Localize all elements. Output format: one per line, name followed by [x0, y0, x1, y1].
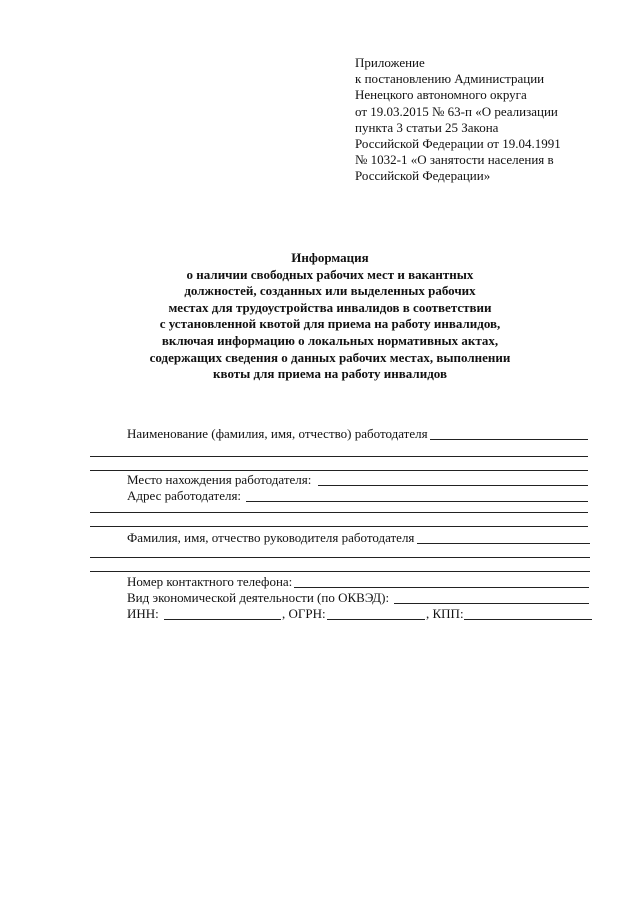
okved-label: Вид экономической деятельности (по ОКВЭД):: [127, 590, 390, 605]
title-line: квоты для приема на работу инвалидов: [213, 366, 447, 382]
title-line: включая информацию о локальных нормативных актах,: [161, 332, 499, 348]
appendix-line: № 1032-1 «О занятости населения в: [355, 152, 554, 168]
appendix-line: Ненецкого автономного округа: [355, 87, 527, 103]
title-line: содержащих сведения о данных рабочих местах, выполнении: [149, 349, 511, 365]
title-heading: Информация: [291, 250, 369, 265]
employer-name-field-line-3[interactable]: [90, 470, 588, 471]
phone-field[interactable]: [294, 587, 589, 588]
appendix-reference: [355, 55, 625, 185]
head-name-field-line-2[interactable]: [90, 557, 590, 558]
kpp-label: , КПП:: [426, 606, 464, 621]
title-line: с установленной квотой для приема на работу инвалидов,: [159, 316, 501, 332]
address-field-line-3[interactable]: [90, 526, 588, 527]
head-name-label: Фамилия, имя, отчество руководителя работодателя: [127, 530, 415, 545]
ogrn-label: , ОГРН:: [282, 606, 326, 621]
address-field-line-2[interactable]: [90, 512, 588, 513]
appendix-line: Российской Федерации»: [355, 168, 491, 184]
location-field[interactable]: [318, 485, 588, 486]
head-name-field[interactable]: [417, 543, 590, 544]
document-title: [60, 250, 600, 383]
employer-name-field[interactable]: [430, 439, 588, 440]
inn-label: ИНН:: [127, 606, 159, 621]
ogrn-field[interactable]: [327, 619, 425, 620]
employer-name-label: Наименование (фамилия, имя, отчество) работодателя: [127, 426, 428, 441]
employer-name-field-line-2[interactable]: [90, 456, 588, 457]
kpp-field[interactable]: [464, 619, 592, 620]
title-line: местах для трудоустройства инвалидов в соответствии: [168, 299, 492, 315]
head-name-field-line-3[interactable]: [90, 571, 590, 572]
location-label: Место нахождения работодателя:: [127, 472, 312, 487]
appendix-line: Приложение: [355, 55, 425, 70]
appendix-line: Российской Федерации от 19.04.1991: [355, 136, 561, 152]
appendix-line: от 19.03.2015 № 63-п «О реализации: [355, 103, 558, 119]
okved-field[interactable]: [394, 603, 589, 604]
address-field[interactable]: [246, 501, 588, 502]
appendix-line: к постановлению Администрации: [355, 71, 545, 87]
title-line: должностей, созданных или выделенных рабочих: [184, 283, 476, 299]
title-line: о наличии свободных рабочих мест и вакантных: [186, 266, 474, 282]
address-label: Адрес работодателя:: [127, 488, 242, 503]
phone-label: Номер контактного телефона:: [127, 574, 293, 589]
appendix-line: пункта 3 статьи 25 Закона: [355, 119, 499, 135]
inn-field[interactable]: [164, 619, 281, 620]
